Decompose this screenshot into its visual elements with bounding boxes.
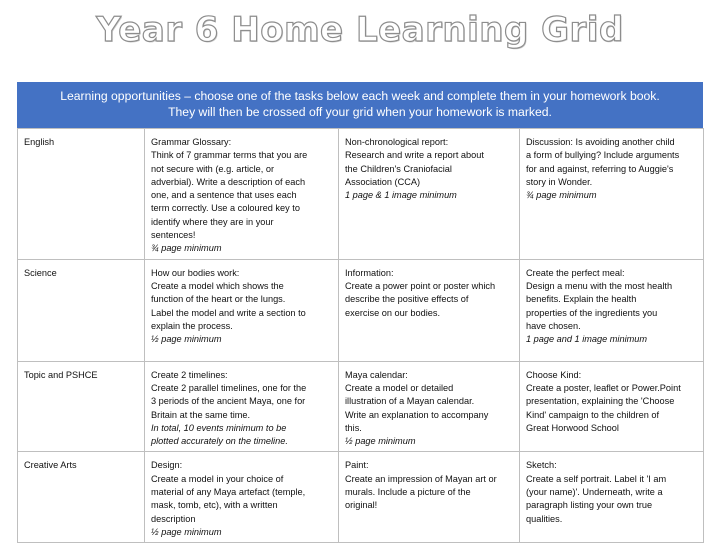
task-line: Great Horwood School — [526, 422, 619, 433]
grid-row-science — [18, 259, 704, 361]
task-line: Create a model in your choice of — [151, 473, 284, 484]
task-minimum: ½ page minimum — [345, 436, 416, 447]
task-line: Create a poster, leaflet or Power.Point — [526, 382, 681, 393]
task-line: one, and a sentence that uses each — [151, 190, 297, 201]
task-cell-sketch — [520, 452, 704, 543]
task-line: term correctly. Use a coloured key to — [151, 203, 300, 214]
task-line: a form of bullying? Include arguments — [526, 150, 680, 161]
banner-line-1: Learning opportunities – choose one of the tasks below each week and complete them in your homework book. — [60, 89, 660, 103]
task-cell-information — [339, 259, 520, 361]
task-minimum: In total, 10 events minimum to be — [151, 422, 287, 433]
task-minimum: plotted accurately on the timeline. — [151, 436, 288, 447]
task-minimum: 1 page and 1 image minimum — [526, 334, 648, 345]
task-line: Create a model or detailed — [345, 382, 454, 393]
task-line: How our bodies work: — [151, 267, 240, 278]
task-line: mask, tomb, etc), with a written — [151, 500, 278, 511]
task-cell-maya-calendar — [339, 361, 520, 452]
task-line: material of any Maya artefact (temple, — [151, 487, 306, 498]
subject-cell: Creative Arts — [18, 452, 145, 543]
grid-row-topic-pshce — [18, 361, 704, 452]
task-line: describe the positive effects of — [345, 294, 469, 305]
task-line: Create 2 parallel timelines, one for the — [151, 382, 307, 393]
task-line: Britain at the same time. — [151, 409, 251, 420]
task-cell-discussion — [520, 129, 704, 260]
task-line: have chosen. — [526, 320, 581, 331]
task-line: not secure with (e.g. article, or — [151, 163, 275, 174]
page-title: Year 6 Home Learning Grid — [96, 10, 624, 50]
learning-grid — [17, 128, 704, 543]
task-line: Design: — [151, 460, 183, 471]
task-line: Paint: — [345, 460, 369, 471]
task-line: explain the process. — [151, 320, 233, 331]
task-cell-paint — [339, 452, 520, 543]
task-line: exercise on our bodies. — [345, 307, 440, 318]
task-minimum: ½ page minimum — [151, 334, 222, 345]
task-line: Create an impression of Mayan art or — [345, 473, 497, 484]
task-line: Kind' campaign to the children of — [526, 409, 660, 420]
grid-row-creative-arts — [18, 452, 704, 543]
task-minimum: 1 page & 1 image minimum — [345, 190, 457, 201]
task-line: paragraph listing your own true — [526, 500, 653, 511]
task-line: Information: — [345, 267, 394, 278]
task-line: adverbial). Write a description of each — [151, 176, 306, 187]
task-line: Create the perfect meal: — [526, 267, 625, 278]
task-line: (your name)'. Underneath, write a — [526, 487, 663, 498]
subject-cell: English — [18, 129, 145, 260]
subject-cell: Topic and PSHCE — [18, 361, 145, 452]
task-line: for and against, referring to Auggie's — [526, 163, 674, 174]
task-line: Label the model and write a section to — [151, 307, 306, 318]
task-line: description — [151, 513, 196, 524]
task-line: Create a power point or poster which — [345, 280, 496, 291]
task-line: story in Wonder. — [526, 176, 593, 187]
task-line: properties of the ingredients you — [526, 307, 658, 318]
banner-line-2: They will then be crossed off your grid when your homework is marked. — [168, 105, 552, 119]
task-cell-timelines — [145, 361, 339, 452]
task-line: identify where they are in your — [151, 216, 274, 227]
task-line: Discussion: Is avoiding another child — [526, 137, 675, 147]
task-line: Create a model which shows the — [151, 280, 284, 291]
task-line: Non-chronological report: — [345, 137, 449, 147]
task-cell-choose-kind — [520, 361, 704, 452]
task-line: original! — [345, 500, 378, 511]
task-minimum: ¾ page minimum — [151, 243, 222, 254]
task-cell-grammar-glossary — [145, 129, 339, 260]
task-line: Write an explanation to accompany — [345, 409, 489, 420]
task-line: the Children's Craniofacial — [345, 163, 452, 174]
task-line: Sketch: — [526, 460, 557, 471]
task-line: sentences! — [151, 230, 196, 241]
task-line: murals. Include a picture of the — [345, 487, 471, 498]
task-line: Grammar Glossary: — [151, 137, 232, 147]
task-line: Maya calendar: — [345, 369, 408, 380]
task-line: Choose Kind: — [526, 369, 582, 380]
task-line: 3 periods of the ancient Maya, one for — [151, 396, 306, 407]
grid-row-english — [18, 129, 704, 260]
task-line: Design a menu with the most health — [526, 280, 673, 291]
task-line: function of the heart or the lungs. — [151, 294, 286, 305]
instructions-banner — [17, 82, 703, 128]
task-cell-how-our-bodies-work — [145, 259, 339, 361]
subject-cell: Science — [18, 259, 145, 361]
task-cell-perfect-meal — [520, 259, 704, 361]
task-line: Create a self portrait. Label it 'I am — [526, 473, 667, 484]
task-minimum: ¾ page minimum — [526, 190, 597, 201]
task-line: Association (CCA) — [345, 176, 421, 187]
task-line: illustration of a Mayan calendar. — [345, 396, 475, 407]
task-line: Think of 7 grammar terms that you are — [151, 150, 308, 161]
task-line: Create 2 timelines: — [151, 369, 228, 380]
task-line: this. — [345, 422, 362, 433]
task-cell-non-chronological-report — [339, 129, 520, 260]
task-line: presentation, explaining the 'Choose — [526, 396, 675, 407]
task-minimum: ½ page minimum — [151, 526, 222, 537]
task-cell-design — [145, 452, 339, 543]
task-line: Research and write a report about — [345, 150, 484, 161]
task-line: benefits. Explain the health — [526, 294, 637, 305]
task-line: qualities. — [526, 513, 563, 524]
